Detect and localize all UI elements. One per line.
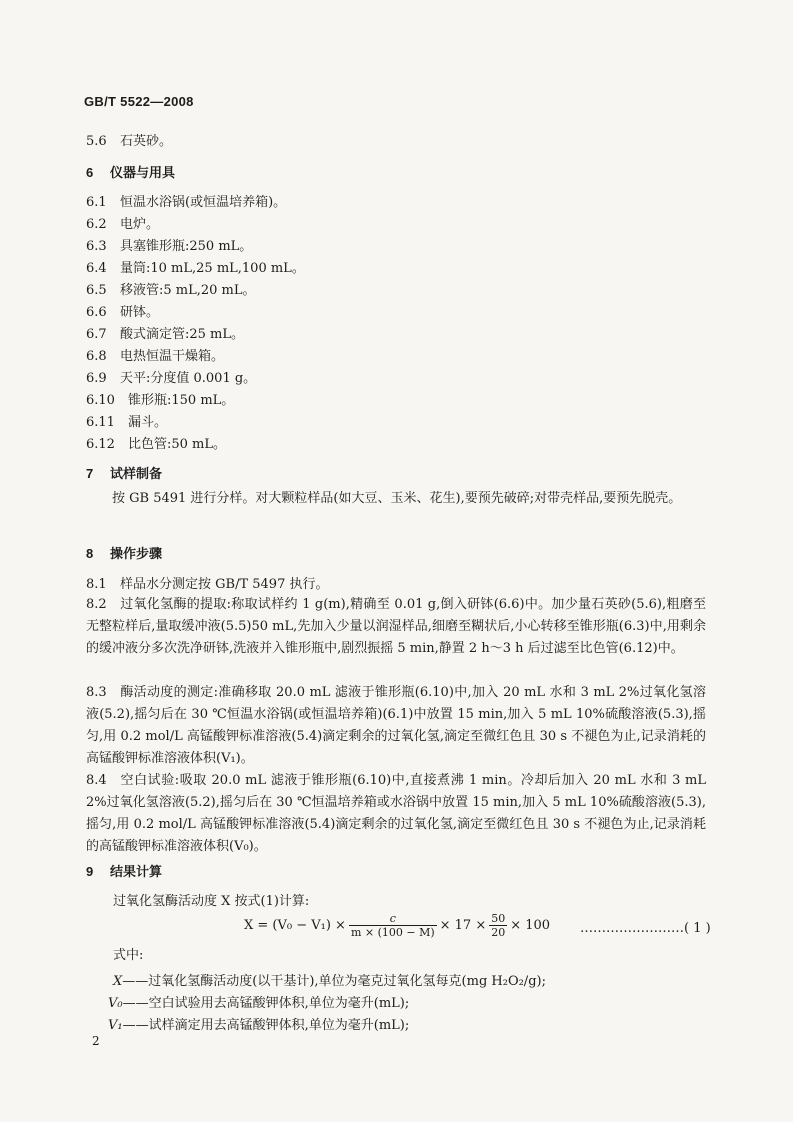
- list-item: [86, 437, 226, 453]
- item-text: 量筒:10 mL,25 mL,100 mL。: [120, 261, 305, 276]
- item-text: 研钵。: [120, 305, 160, 320]
- list-item: [86, 195, 286, 211]
- section-title: 操作步骤: [110, 546, 163, 561]
- definition-v1: [108, 1014, 409, 1033]
- list-item: [86, 327, 244, 343]
- definition-v0: [108, 992, 409, 1011]
- item-text: 电炉。: [120, 217, 160, 232]
- item-number: 6.6: [86, 305, 107, 320]
- item-text: 电热恒温干燥箱。: [120, 349, 225, 364]
- list-item: [86, 261, 305, 277]
- item-number: 6.11: [86, 415, 115, 430]
- item-number: 8.4: [86, 773, 107, 788]
- item-text: 样品水分测定按 GB/T 5497 执行。: [120, 577, 329, 592]
- item-text: 酶活动度的测定:准确移取 20.0 mL 滤液于锥形瓶(6.10)中,加入 20 mL 水和 3 mL 2%过氧化氢溶液(5.2),摇匀后在 30 ℃恒温水浴锅(或恒温培养箱)(6.1)中放置 15 min,加入 5 mL 10%硫酸溶液(5.3),摇匀,用 0.2 mol/L 高锰酸钾标准溶液(5.4)滴定剩余的过氧化氢,滴定至微红色且 30 s 不褪色为止,记录消耗的高锰酸钾标准溶液体积(V₁)。: [86, 685, 706, 766]
- section-7-heading: [86, 466, 162, 482]
- item-number: 6.10: [86, 393, 115, 408]
- fraction-numerator: 50: [491, 912, 506, 925]
- section-number: 9: [86, 864, 94, 879]
- formula-tail: × 100: [510, 918, 551, 933]
- item-text: 移液管:5 mL,20 mL。: [120, 283, 256, 298]
- item-text: 石英砂。: [120, 134, 173, 149]
- item-number: 6.8: [86, 349, 107, 364]
- item-number: 8.2: [86, 597, 107, 612]
- section-7-body: 按 GB 5491 进行分样。对大颗粒样品(如大豆、玉米、花生),要预先破碎;对带壳样品,要预先脱壳。: [112, 491, 682, 506]
- list-item: [86, 415, 167, 431]
- item-number: 6.5: [86, 283, 107, 298]
- item-text: 具塞锥形瓶:250 mL。: [120, 239, 253, 254]
- definition-symbol: X: [113, 974, 123, 989]
- fraction-denominator: m × (100 − M): [350, 926, 435, 939]
- standard-code: GB/T 5522—2008: [84, 94, 194, 109]
- section-title: 结果计算: [110, 864, 163, 879]
- step-8-3: [86, 682, 706, 770]
- list-item: [86, 217, 159, 233]
- equation-number: ……………………( 1 ): [580, 921, 711, 936]
- page-number: 2: [92, 1034, 100, 1048]
- definition-x: [113, 970, 546, 989]
- list-item: [86, 393, 234, 409]
- definition-text: ——试样滴定用去高锰酸钾体积,单位为毫升(mL);: [122, 1018, 410, 1033]
- item-number: 6.1: [86, 195, 107, 210]
- definition-symbol: V₀: [108, 996, 123, 1011]
- item-text: 空白试验:吸取 20.0 mL 滤液于锥形瓶(6.10)中,直接煮沸 1 min。冷却后加入 20 mL 水和 3 mL 2%过氧化氢溶液(5.2),摇匀后在 30 ℃恒温培养箱或水浴锅中放置 15 min,加入 5 mL 10%硫酸溶液(5.3),摇匀,用 0.2 mol/L 高锰酸钾标准溶液(5.4)滴定剩余的过氧化氢,滴定至微红色且 30 s 不褪色为止,记录消耗的高锰酸钾标准溶液体积(V₀)。: [86, 773, 706, 854]
- step-8-1: [86, 577, 328, 593]
- where-label: 式中:: [113, 948, 144, 963]
- fraction-denominator: 20: [491, 926, 506, 939]
- list-item: [86, 349, 224, 365]
- fraction-c-over-m: [349, 912, 437, 939]
- definition-symbol: V₁: [108, 1018, 123, 1033]
- item-text: 天平:分度值 0.001 g。: [120, 371, 257, 386]
- formula-1: [244, 912, 550, 939]
- item-number: 6.7: [86, 327, 107, 342]
- fraction-numerator: c: [389, 912, 396, 925]
- item-number: 8.1: [86, 577, 107, 592]
- section-number: 8: [86, 546, 94, 561]
- item-number: 6.4: [86, 261, 107, 276]
- item-number: 6.3: [86, 239, 107, 254]
- section-9-heading: [86, 864, 162, 880]
- list-item: [86, 283, 256, 299]
- section-6-heading: [86, 165, 175, 181]
- item-number: 6.9: [86, 371, 107, 386]
- step-8-4: [86, 770, 706, 858]
- formula-mid: × 17 ×: [439, 918, 487, 933]
- section-8-heading: [86, 546, 162, 562]
- fraction-50-over-20: [489, 912, 507, 939]
- item-number: 6.2: [86, 217, 107, 232]
- section-number: 6: [86, 165, 94, 180]
- definition-text: ——过氧化氢酶活动度(以干基计),单位为毫克过氧化氢每克(mg H₂O₂/g);: [122, 974, 546, 989]
- definition-text: ——空白试验用去高锰酸钾体积,单位为毫升(mL);: [122, 996, 410, 1011]
- item-text: 恒温水浴锅(或恒温培养箱)。: [120, 195, 287, 210]
- item-text: 酸式滴定管:25 mL。: [120, 327, 245, 342]
- formula-intro: 过氧化氢酶活动度 X 按式(1)计算:: [113, 894, 310, 909]
- item-text: 漏斗。: [128, 415, 168, 430]
- item-number: 6.12: [86, 437, 115, 452]
- list-item: [86, 239, 252, 255]
- list-item: [86, 305, 159, 321]
- list-item: [86, 371, 256, 387]
- item-5-6: [86, 134, 172, 150]
- item-text: 锥形瓶:150 mL。: [128, 393, 235, 408]
- section-title: 仪器与用具: [110, 165, 176, 180]
- step-8-2: [86, 594, 706, 660]
- item-text: 过氧化氢酶的提取:称取试样约 1 g(m),精确至 0.01 g,倒入研钵(6.6)中。加少量石英砂(5.6),粗磨至无整粒样后,量取缓冲液(5.5)50 mL,先加入少量以润湿样品,细磨至糊状后,小心转移至锥形瓶(6.3)中,用剩余的缓冲液分多次洗净研钵,洗液并入锥形瓶中,剧烈振摇 5 min,静置 2 h～3 h 后过滤至比色管(6.12)中。: [86, 597, 706, 656]
- item-number: 8.3: [86, 685, 107, 700]
- section-title: 试样制备: [110, 466, 163, 481]
- item-number: 5.6: [86, 134, 107, 149]
- item-text: 比色管:50 mL。: [128, 437, 227, 452]
- section-number: 7: [86, 466, 94, 481]
- formula-lhs: X = (V₀ − V₁) ×: [244, 918, 346, 933]
